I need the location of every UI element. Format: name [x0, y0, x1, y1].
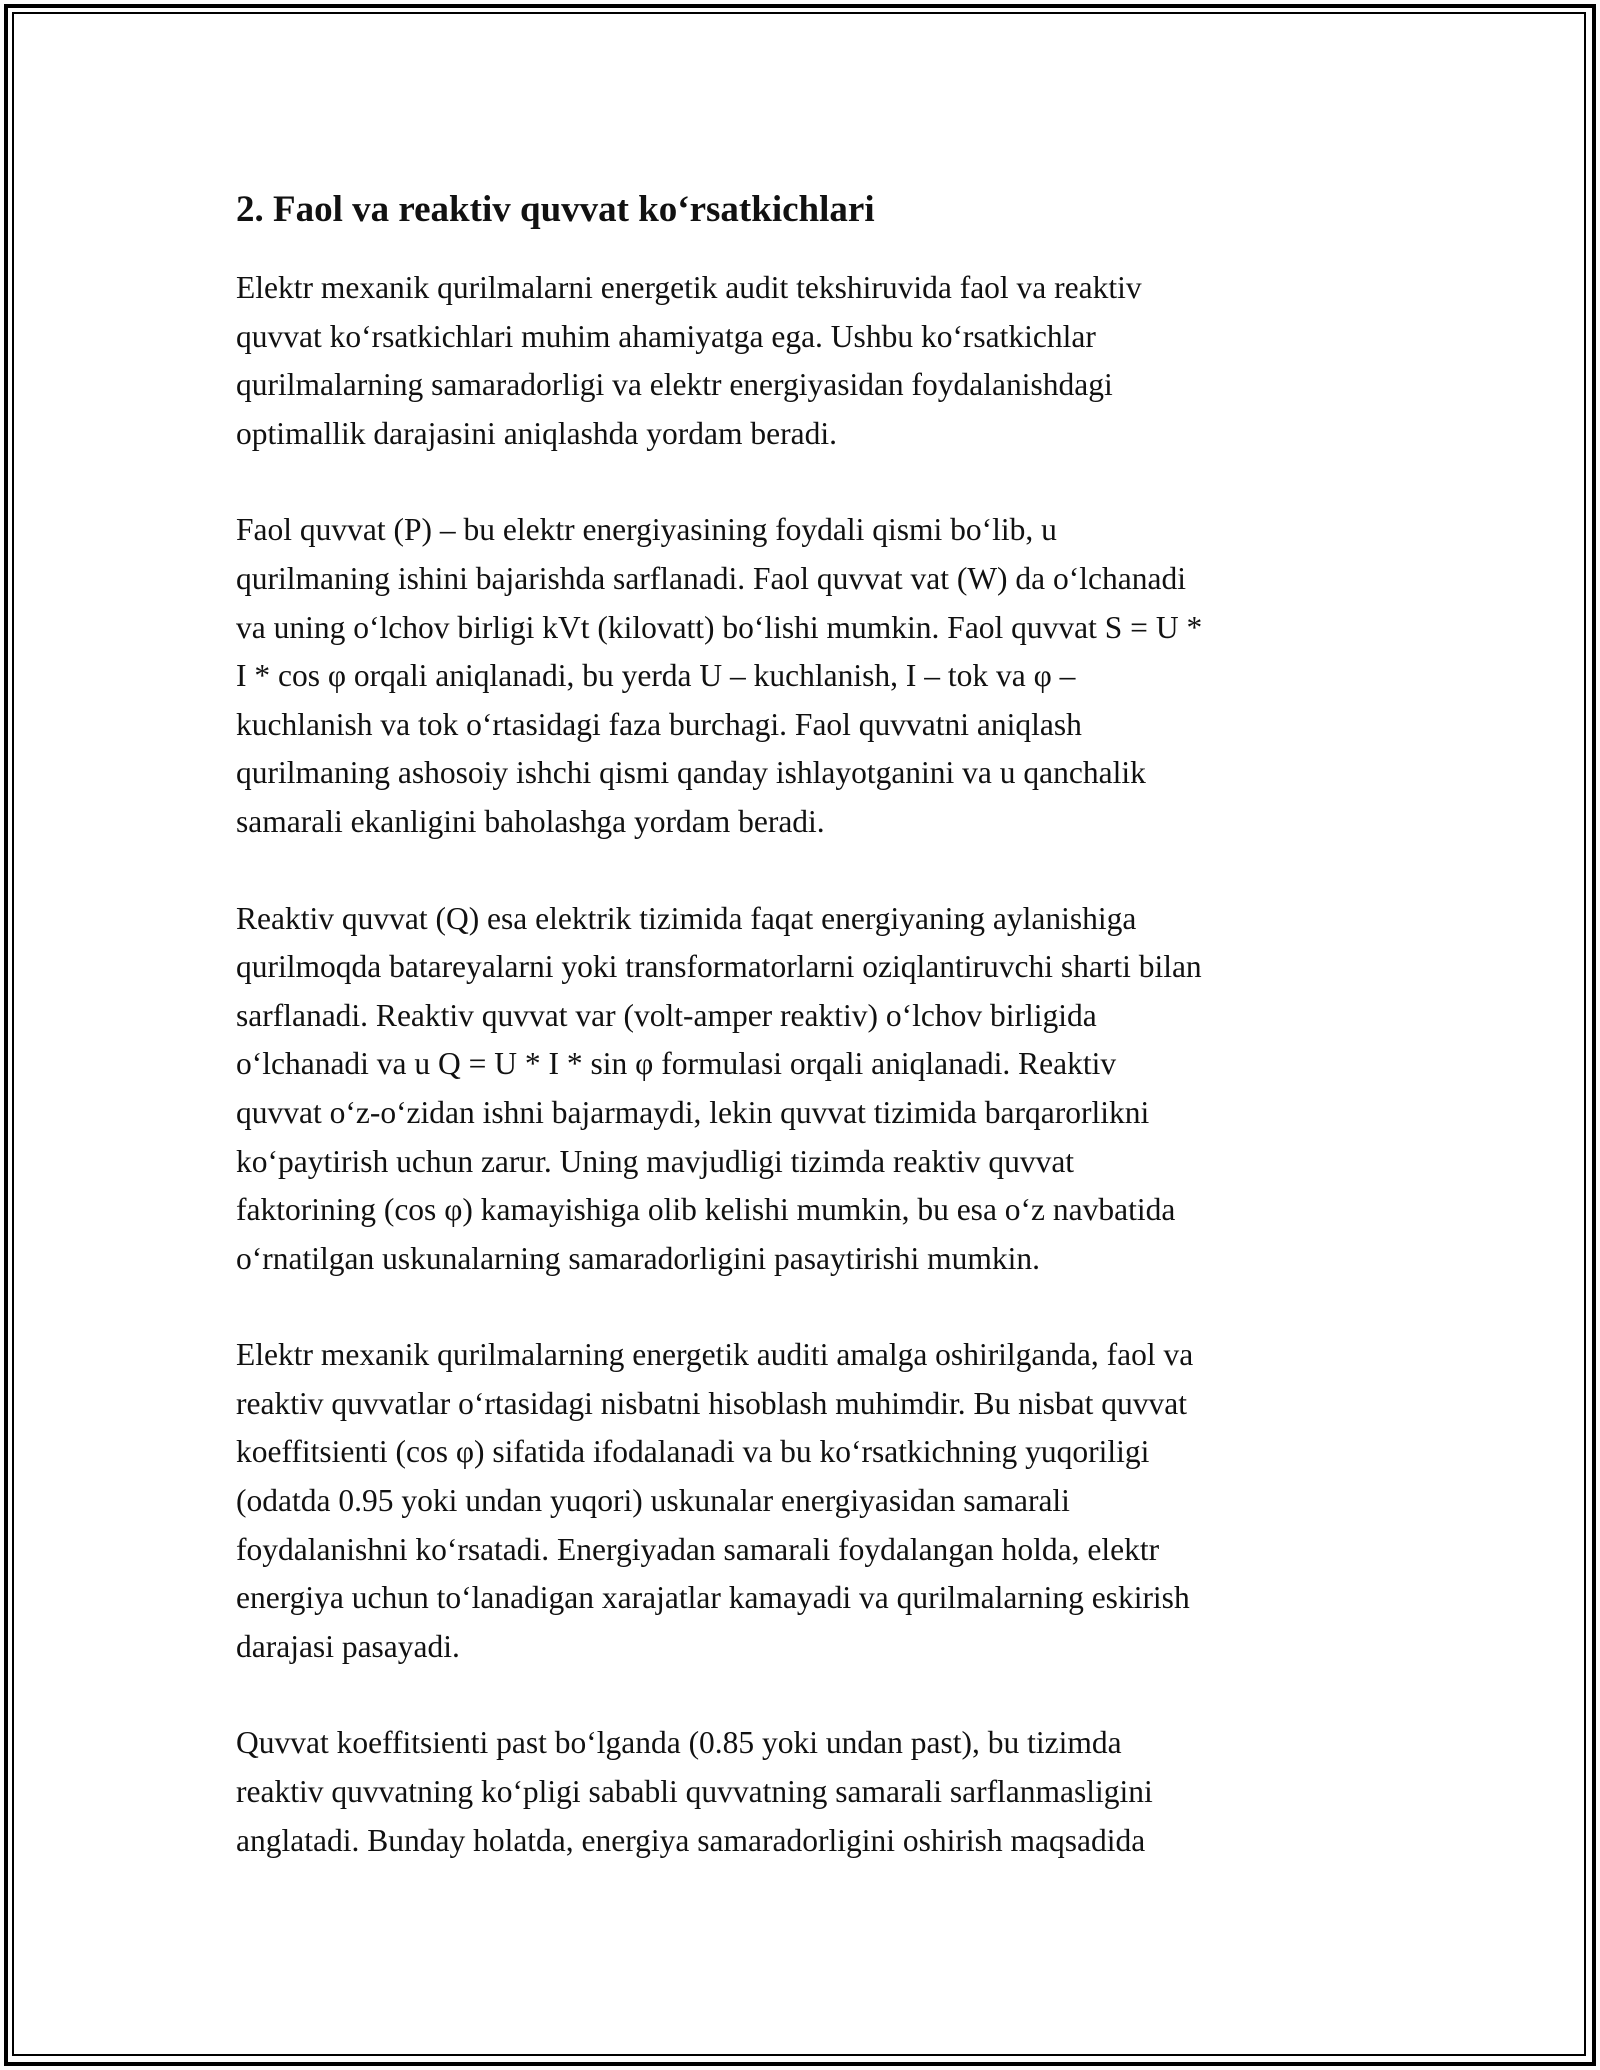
text-line: (odatda 0.95 yoki undan yuqori) uskunalar energiyasidan samarali	[236, 1483, 1070, 1519]
text-line: optimallik darajasini aniqlashda yordam beradi.	[236, 415, 837, 451]
text-line: reaktiv quvvatlar o‘rtasidagi nisbatni hisoblash muhimdir. Bu nisbat quvvat	[236, 1385, 1187, 1421]
text-line: va uning o‘lchov birligi kVt (kilovatt) bo‘lishi mumkin. Faol quvvat S = U *	[236, 609, 1203, 645]
text-line: ko‘paytirish uchun zarur. Uning mavjudligi tizimda reaktiv quvvat	[236, 1143, 1075, 1179]
text-line: Quvvat koeffitsienti past bo‘lganda (0.85 yoki undan past), bu tizimda	[236, 1725, 1122, 1761]
text-line: quvvat ko‘rsatkichlari muhim ahamiyatga ega. Ushbu ko‘rsatkichlar	[236, 318, 1096, 354]
text-line: anglatadi. Bunday holatda, energiya samaradorligini oshirish maqsadida	[236, 1822, 1146, 1858]
text-line: o‘lchanadi va u Q = U * I * sin φ formulasi orqali aniqlanadi. Reaktiv	[236, 1046, 1117, 1082]
text-line: darajasi pasayadi.	[236, 1628, 460, 1664]
paragraph-low-power-factor	[236, 1719, 1366, 1865]
text-line: Reaktiv quvvat (Q) esa elektrik tizimida faqat energiyaning aylanishiga	[236, 900, 1137, 936]
paragraph-intro	[236, 264, 1366, 458]
text-line: faktorining (cos φ) kamayishiga olib kelishi mumkin, bu esa o‘z navbatida	[236, 1192, 1176, 1228]
text-line: I * cos φ orqali aniqlanadi, bu yerda U – kuchlanish, I – tok va φ –	[236, 658, 1076, 694]
text-line: qurilmaning ishini bajarishda sarflanadi. Faol quvvat vat (W) da o‘lchanadi	[236, 560, 1186, 596]
text-line: quvvat o‘z-o‘zidan ishni bajarmaydi, lekin quvvat tizimida barqarorlikni	[236, 1094, 1150, 1130]
paragraph-reactive-power	[236, 895, 1366, 1284]
text-line: qurilmalarning samaradorligi va elektr energiyasidan foydalanishdagi	[236, 367, 1113, 403]
document-body	[236, 184, 1366, 1913]
text-line: reaktiv quvvatning ko‘pligi sababli quvvatning samarali sarflanmasligini	[236, 1774, 1153, 1810]
text-line: foydalanishni ko‘rsatadi. Energiyadan samarali foydalangan holda, elektr	[236, 1531, 1160, 1567]
text-line: samarali ekanligini baholashga yordam beradi.	[236, 803, 825, 839]
text-line: kuchlanish va tok o‘rtasidagi faza burchagi. Faol quvvatni aniqlash	[236, 706, 1082, 742]
text-line: koeffitsienti (cos φ) sifatida ifodalanadi va bu ko‘rsatkichning yuqoriligi	[236, 1434, 1150, 1470]
text-line: o‘rnatilgan uskunalarning samaradorligini pasaytirishi mumkin.	[236, 1240, 1040, 1276]
paragraph-power-ratio	[236, 1331, 1366, 1671]
text-line: Elektr mexanik qurilmalarni energetik audit tekshiruvida faol va reaktiv	[236, 270, 1142, 305]
text-line: qurilmoqda batareyalarni yoki transformatorlarni oziqlantiruvchi sharti bilan	[236, 949, 1202, 985]
text-line: qurilmaning ashosoiy ishchi qismi qanday ishlayotganini va u qanchalik	[236, 755, 1146, 791]
paragraph-active-power	[236, 506, 1366, 846]
text-line: sarflanadi. Reaktiv quvvat var (volt-amper reaktiv) o‘lchov birligida	[236, 997, 1097, 1033]
text-line: Elektr mexanik qurilmalarning energetik auditi amalga oshirilganda, faol va	[236, 1337, 1194, 1373]
text-line: energiya uchun to‘lanadigan xarajatlar kamayadi va qurilmalarning eskirish	[236, 1580, 1190, 1616]
section-heading: 2. Faol va reaktiv quvvat ko‘rsatkichlari	[236, 189, 875, 230]
text-line: Faol quvvat (P) – bu elektr energiyasining foydali qismi bo‘lib, u	[236, 512, 1057, 548]
